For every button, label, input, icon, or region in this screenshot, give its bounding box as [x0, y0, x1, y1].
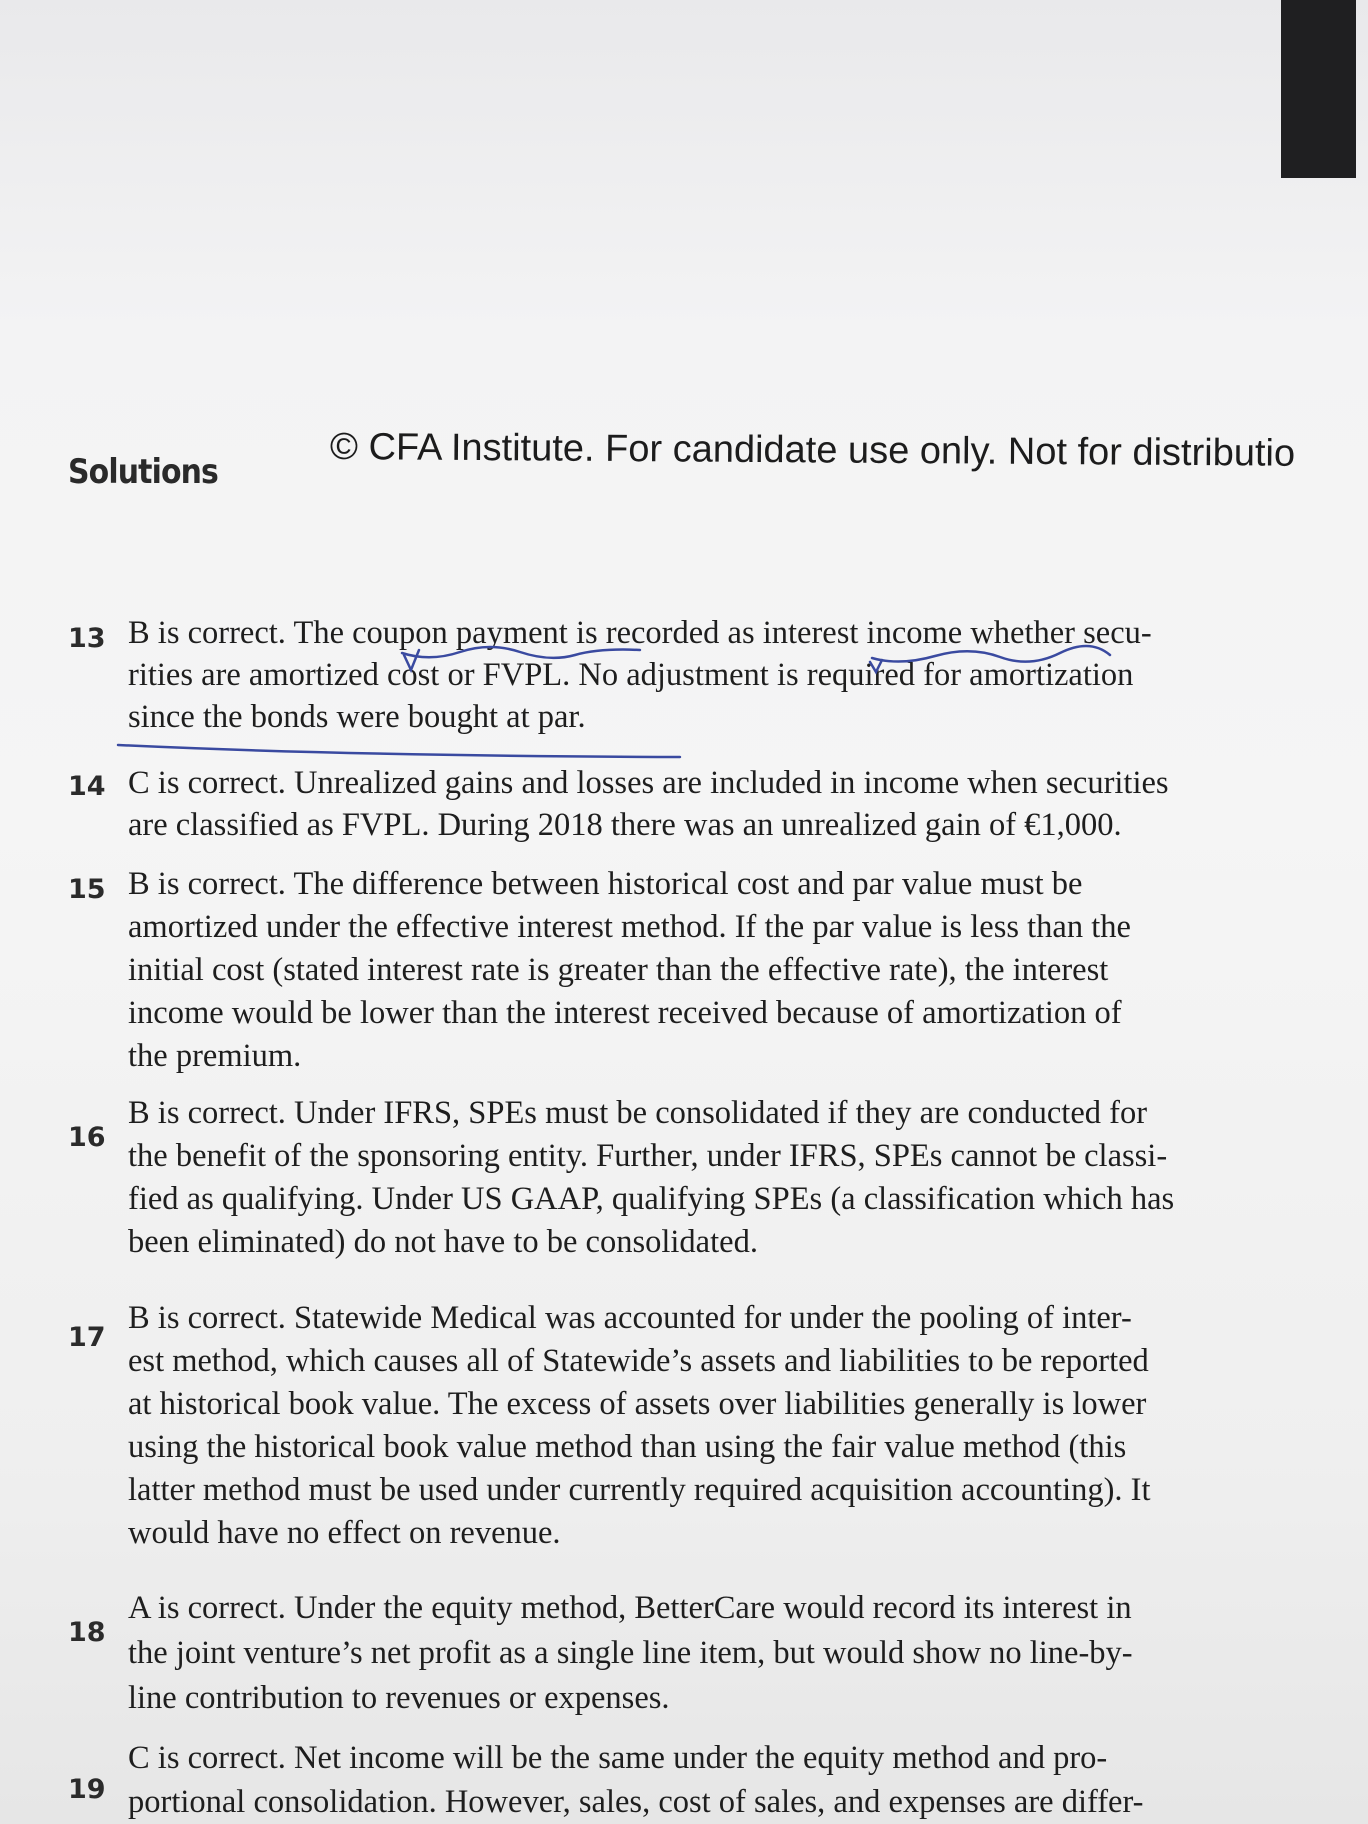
solution-text-line: B is correct. The coupon payment is recorded as interest income whether secu-	[128, 615, 1152, 651]
solution-number: 14	[68, 771, 106, 802]
solution-number: 18	[68, 1617, 106, 1648]
solution-text-line: B is correct. Under IFRS, SPEs must be consolidated if they are conducted for	[128, 1095, 1148, 1131]
solution-text-line: would have no effect on revenue.	[128, 1515, 561, 1551]
solution-text-line: C is correct. Net income will be the same under the equity method and pro-	[128, 1740, 1108, 1776]
solution-number: 17	[68, 1322, 106, 1353]
section-heading: Solutions	[68, 452, 218, 492]
solution-text-line: B is correct. The difference between historical cost and par value must be	[128, 866, 1083, 902]
copyright-notice: © CFA Institute. For candidate use only. Not for distributio	[329, 426, 1296, 475]
solution-text-line: the benefit of the sponsoring entity. Further, under IFRS, SPEs cannot be classi-	[128, 1138, 1168, 1174]
solution-text-line: A is correct. Under the equity method, BetterCare would record its interest in	[128, 1590, 1132, 1626]
solution-text-line: rities are amortized cost or FVPL. No adjustment is required for amortization	[128, 657, 1134, 693]
solution-text-line: portional consolidation. However, sales, cost of sales, and expenses are differ-	[128, 1784, 1144, 1820]
solution-number: 13	[68, 623, 106, 654]
solution-text-line: are classified as FVPL. During 2018 there was an unrealized gain of €1,000.	[128, 807, 1122, 843]
solution-text-line: fied as qualifying. Under US GAAP, qualifying SPEs (a classification which has	[128, 1181, 1175, 1217]
solution-number: 19	[68, 1774, 106, 1805]
solution-text-line: B is correct. Statewide Medical was accounted for under the pooling of inter-	[128, 1300, 1132, 1336]
solution-text-line: latter method must be used under currently required acquisition accounting). It	[128, 1472, 1151, 1508]
solution-text-line: since the bonds were bought at par.	[128, 699, 586, 735]
solution-text-line: income would be lower than the interest received because of amortization of	[128, 995, 1122, 1031]
solution-text-line: initial cost (stated interest rate is greater than the effective rate), the interest	[128, 952, 1109, 988]
solution-number: 16	[68, 1122, 106, 1153]
solution-text-line: the premium.	[128, 1038, 302, 1074]
solution-text-line: C is correct. Unrealized gains and losses are included in income when securities	[128, 765, 1169, 801]
solution-text-line: been eliminated) do not have to be consolidated.	[128, 1224, 758, 1260]
solution-text-line: line contribution to revenues or expenses.	[128, 1680, 670, 1716]
solution-text-line: using the historical book value method than using the fair value method (this	[128, 1429, 1127, 1465]
solution-text-line: amortized under the effective interest method. If the par value is less than the	[128, 909, 1131, 945]
solution-number: 15	[68, 874, 106, 905]
solution-text-line: at historical book value. The excess of assets over liabilities generally is lower	[128, 1386, 1147, 1422]
solution-text-line: the joint venture’s net profit as a single line item, but would show no line-by-	[128, 1635, 1133, 1671]
solution-text-line: est method, which causes all of Statewide’s assets and liabilities to be reported	[128, 1343, 1149, 1379]
